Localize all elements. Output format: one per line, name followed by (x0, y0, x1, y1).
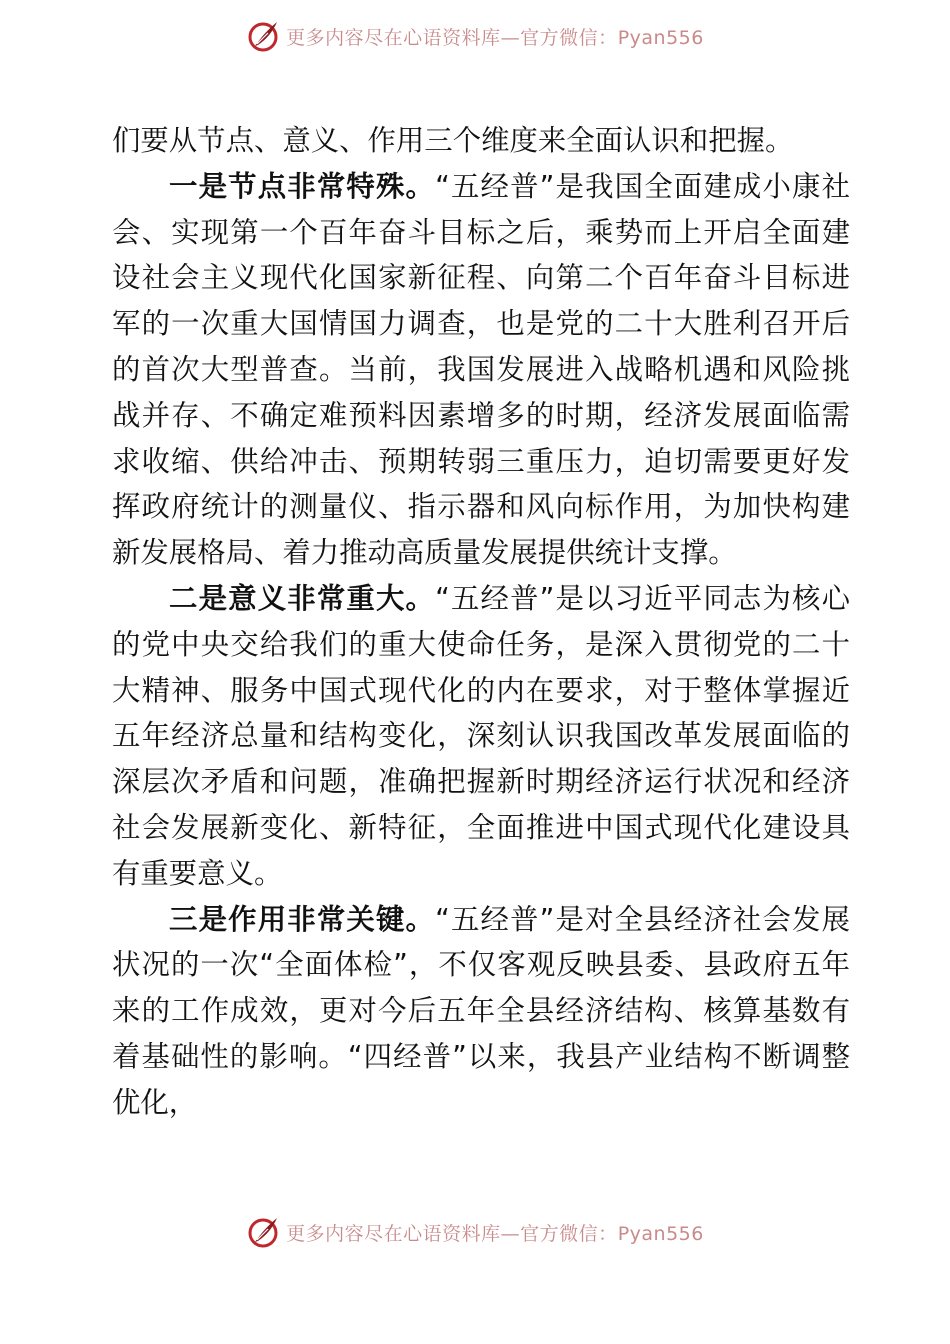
watermark-wechat-id: Pyan556 (617, 1222, 704, 1245)
paragraph-2 (112, 576, 850, 897)
paragraph-3-text: “五经普”是对全县经济社会发展状况的一次“全面体检”，不仅客观反映县委、县政府五年来的工作成效，更对今后五年全县经济结构、核算基数有着基础性的影响。“四经普”以来，我县产业结构不断调整优化， (112, 902, 850, 1119)
paragraph-1-lead: 一是节点非常特殊。 (169, 169, 436, 203)
paragraph-1 (112, 164, 850, 576)
paragraph-3 (112, 897, 850, 1126)
paragraph-0 (112, 118, 850, 164)
watermark-separator: — (500, 1222, 521, 1245)
document-body (112, 118, 850, 1126)
paragraph-2-text: “五经普”是以习近平同志为核心的党中央交给我们的重大使命任务，是深入贯彻党的二十大精神、服务中国式现代化的内在要求，对于整体掌握近五年经济总量和结构变化，深刻认识我国改革发展面临的深层次矛盾和问题，准确把握新时期经济运行状况和经济社会发展新变化、新特征，全面推进中国式现代化建设具有重要意义。 (112, 581, 850, 890)
header-watermark (0, 16, 950, 56)
paragraph-3-lead: 三是作用非常关键。 (169, 902, 436, 936)
watermark-site: 更多内容尽在心语资料库 (286, 1222, 501, 1245)
watermark-separator: — (500, 26, 521, 49)
watermark-text (286, 23, 704, 50)
watermark-site: 更多内容尽在心语资料库 (286, 26, 501, 49)
quill-logo-icon (246, 19, 280, 53)
footer-watermark (0, 1212, 950, 1252)
paragraph-1-text: “五经普”是我国全面建成小康社会、实现第一个百年奋斗目标之后，乘势而上开启全面建设社会主义现代化国家新征程、向第二个百年奋斗目标进军的一次重大国情国力调查，也是党的二十大胜利召开后的首次大型普查。当前，我国发展进入战略机遇和风险挑战并存、不确定难预料因素增多的时期，经济发展面临需求收缩、供给冲击、预期转弱三重压力，迫切需要更好发挥政府统计的测量仪、指示器和风向标作用，为加快构建新发展格局、着力推动高质量发展提供统计支撑。 (112, 169, 850, 570)
paragraph-0-text: 们要从节点、意义、作用三个维度来全面认识和把握。 (112, 124, 794, 157)
watermark-wechat-label: 官方微信： (520, 26, 618, 49)
paragraph-2-lead: 二是意义非常重大。 (169, 581, 436, 615)
watermark-text (286, 1219, 704, 1246)
watermark-wechat-label: 官方微信： (520, 1222, 618, 1245)
quill-logo-icon (246, 1215, 280, 1249)
watermark-wechat-id: Pyan556 (617, 26, 704, 49)
